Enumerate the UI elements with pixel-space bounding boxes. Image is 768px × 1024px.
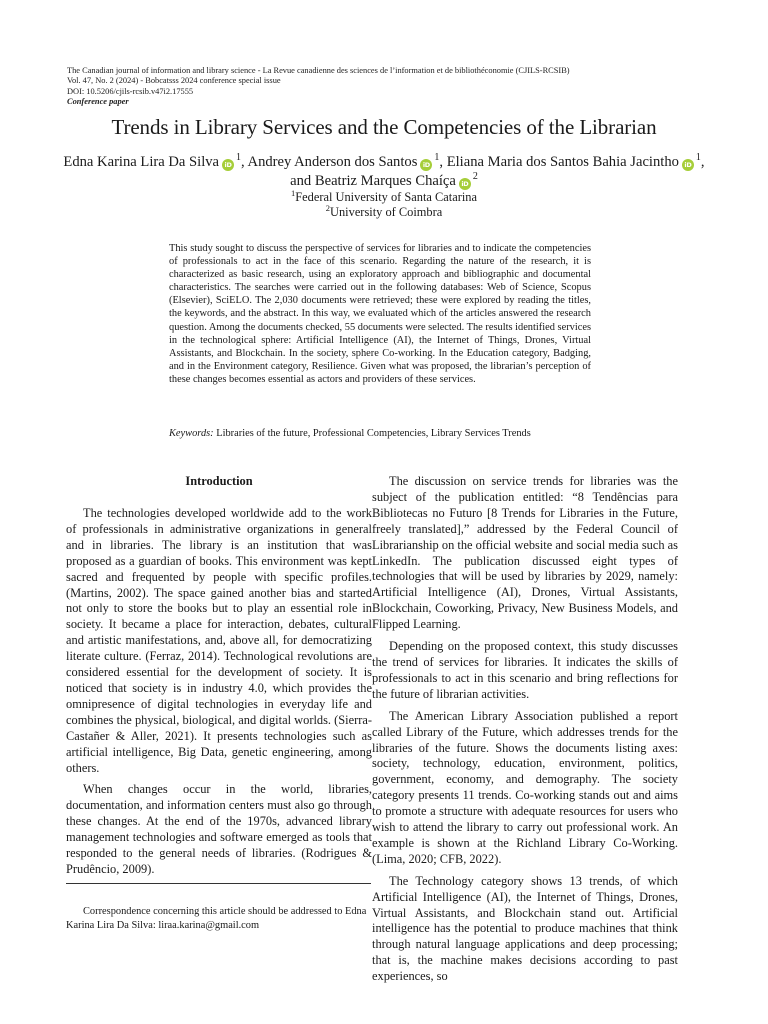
body-paragraph: The American Library Association published a report called Library of the Future, which addresses trends for the libraries of the future. Shows the documents listing axes: society, technology, education, environment, politics, government, economy, and demography. The society category presents 11 trends. Co-working stands out and aims to promote a structure with adequate resources for users who wish to attend the library to carry out professional work. An example is shown at the Richland Library Co-Working. (Lima, 2020; CFB, 2022). (372, 708, 678, 866)
body-paragraph: Depending on the proposed context, this study discusses the trend of services for libraries. It indicates the skills of professionals to act in this scenario and bring reflections for the future of librarian activities. (372, 639, 678, 701)
orcid-icon[interactable]: iD (222, 159, 234, 171)
section-heading-introduction: Introduction (185, 474, 253, 488)
author-affiliation-marker: 1 (236, 152, 242, 164)
keywords-label: Keywords: (169, 428, 214, 439)
keywords-text: Libraries of the future, Professional Competencies, Library Services Trends (216, 428, 531, 439)
author-separator: , and (290, 154, 705, 189)
right-column (372, 474, 678, 991)
volume-info: Vol. 47, No. 2 (2024) - Bobcatsss 2024 conference special issue (67, 76, 281, 86)
affiliation-number: 2 (325, 202, 331, 213)
body-paragraph: The Technology category shows 13 trends, of which Artificial Intelligence (AI), the Internet of Things, Drones, Virtual Assistants, and Blockchain stand out. Artificial intelligence has the potential to produce machines that think through natural language applications and deep processing; that is, the machine makes decisions according to past experiences, so (372, 873, 678, 984)
author-separator: , (241, 154, 248, 170)
author-name: Eliana Maria dos Santos Bahia Jacintho (446, 154, 679, 170)
journal-name: The Canadian journal of information and library science - La Revue canadienne des sciences de l’information et de bibliothéconomie (CJILS-RCSIB) (67, 66, 570, 75)
paper-title: Trends in Library Services and the Competencies of the Librarian (111, 115, 657, 139)
body-paragraph: The technologies developed worldwide add to the work of professionals in administrative organizations in general and in libraries. The library is an institution that was proposed as a guardian of books. This environment was kept sacred and frequented by people with specific profiles. (Martins, 2002). The space gained another bias and started not only to store the books but to play an essential role in society. It became a place for interaction, debates, cultural and artistic manifestations, and, above all, for democratizing literate culture. (Ferraz, 2014). Technological revolutions are considered essential for the development of society. It is noticed that society is in industry 4.0, which provides the omnipresence of digital technologies in everyday life and combines the physical, biological, and digital worlds. (Sierra-Castañer & Aller, 2021). It presents technologies such as artificial intelligence, Big Data, genetic engineering, among others. (66, 506, 372, 775)
doi: DOI: 10.5206/cjils-rcsib.v47i2.17555 (67, 86, 194, 96)
author-affiliation-marker: 1 (434, 152, 440, 164)
affiliation-item (60, 202, 708, 220)
affiliation-number: 1 (291, 187, 296, 198)
body-paragraph: When changes occur in the world, libraries, documentation, and information centers must also go through these changes. At the end of the 1970s, advanced library management technologies and software emerged as tools that responded to the general needs of libraries. (Rodrigues & Prudêncio, 2009). (66, 782, 372, 876)
left-column (66, 474, 372, 884)
author-affiliation-marker: 1 (695, 152, 701, 164)
author-affiliation-marker: 2 (472, 171, 478, 183)
author-list (60, 153, 708, 191)
author-name: Beatriz Marques Chaíça (314, 173, 456, 189)
author-name: Andrey Anderson dos Santos (247, 154, 418, 170)
correspondence-footnote: Correspondence concerning this article should be addressed to Edna Karina Lira Da Silva: liraa.karina@gmail.com (66, 906, 367, 931)
affiliation-name: Federal University of Santa Catarina (295, 190, 477, 204)
author-separator: , (439, 154, 447, 170)
affiliation-list (60, 187, 708, 220)
author-name: Edna Karina Lira Da Silva (63, 154, 220, 170)
affiliation-item (60, 187, 708, 205)
affiliation-name: University of Coimbra (330, 205, 443, 219)
article-type: Conference paper (67, 97, 129, 107)
orcid-icon[interactable]: iD (459, 178, 471, 190)
keywords (169, 427, 599, 440)
orcid-icon[interactable]: iD (682, 159, 694, 171)
orcid-icon[interactable]: iD (420, 159, 432, 171)
footnote-divider (66, 883, 371, 884)
body-paragraph: The discussion on service trends for libraries was the subject of the publication entitled: “8 Tendências para Bibliotecas no Futuro [8 Trends for Libraries in the Future, freely translated],” addressed by the Federal Council of Librarianship on the official website and social media such as LinkedIn. The publication discussed eight types of technologies that will be used by libraries by 2029, namely: Artificial Intelligence (AI), Drones, Virtual Assistants, Blockchain, Coworking, Privacy, New Business Models, and Flipped Learning. (372, 474, 678, 632)
journal-header (67, 66, 707, 108)
abstract: This study sought to discuss the perspective of services for libraries and to indicate the competencies of professionals to act in the face of this scenario. Regarding the nature of the research, it is characterized as basic research, using an exploratory approach and bibliographic and documental characteristics. The searches were carried out in the following databases: Web of Science, Scopus (Elsevier), SciELO. The 2,030 documents were retrieved; these were explored by reading the titles, the keywords, and the abstract. In this way, we evaluated which of the articles answered the research question. Among the documents checked, 55 documents were selected. The results identified services in the technological sphere: Artificial Intelligence (AI), the Internet of Things, Drones, Virtual Assistants, and Blockchain. In the society, sphere Co-working. In the Education category, Badging, and in the Environment category, Resilience. Given what was proposed, the librarian’s perception of these changes becomes essential as actors and providers of these services. (169, 243, 591, 385)
